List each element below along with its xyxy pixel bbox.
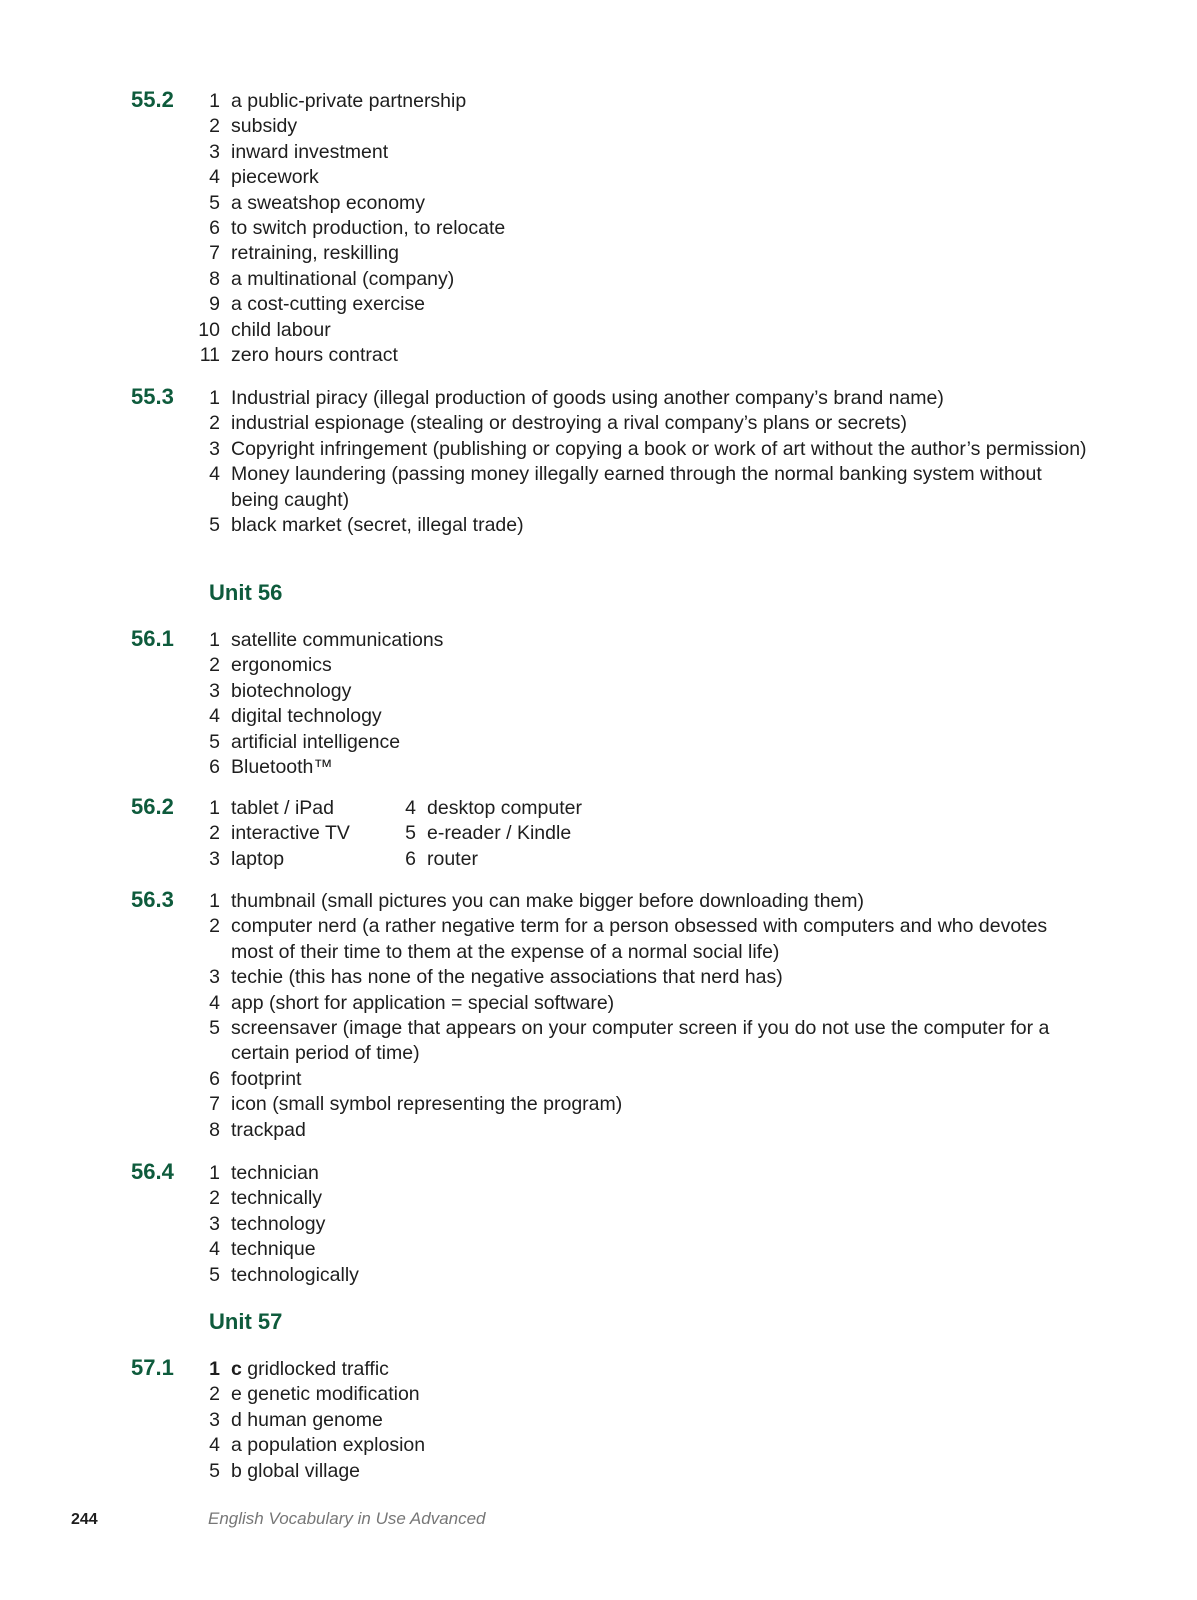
item-text: app (short for application = special software) — [231, 991, 615, 1014]
item-text: retraining, reskilling — [231, 242, 399, 265]
unit-56-heading: Unit 56 — [209, 580, 283, 605]
item-number: 3 — [209, 1408, 220, 1431]
item-number: 3 — [209, 679, 220, 702]
answer-columns — [192, 796, 584, 872]
answer-item — [192, 1459, 1092, 1484]
item-number: 8 — [209, 267, 220, 290]
item-text: human genome — [247, 1408, 383, 1431]
item-number: 4 — [209, 1238, 220, 1261]
item-text: child labour — [231, 318, 331, 341]
item-number: 2 — [209, 115, 220, 138]
unit-57-heading: Unit 57 — [209, 1309, 283, 1334]
item-number: 7 — [209, 242, 220, 265]
item-text: a cost-cutting exercise — [231, 293, 426, 316]
answer-list — [192, 1161, 1092, 1288]
item-number: 1 — [209, 387, 220, 409]
answer-item — [192, 437, 1092, 462]
answer-item — [388, 796, 584, 821]
answer-column-left — [192, 796, 388, 872]
answer-item — [192, 991, 1092, 1016]
answer-item — [192, 513, 1092, 538]
item-number: 1 — [209, 890, 220, 912]
item-text: black market (secret, illegal trade) — [231, 514, 524, 537]
item-text: Copyright infringement (publishing or copying a book or work of art without the author’s permission) — [231, 437, 1087, 460]
item-text: tablet / iPad — [231, 797, 334, 819]
item-text: biotechnology — [231, 679, 352, 702]
item-number: 5 — [209, 514, 220, 537]
answer-item — [192, 679, 1092, 704]
item-text: genetic modification — [247, 1383, 420, 1406]
answer-item — [192, 386, 1092, 411]
item-number: 1 — [209, 1162, 220, 1184]
answer-item — [192, 140, 1092, 165]
item-number: 5 — [209, 1459, 220, 1482]
item-letter: a — [231, 1434, 242, 1457]
item-number: 5 — [209, 191, 220, 214]
item-text: satellite communications — [231, 629, 444, 651]
item-number: 4 — [209, 1434, 220, 1457]
answer-item — [388, 821, 584, 846]
item-number: 4 — [209, 166, 220, 189]
answer-item — [192, 114, 1092, 139]
answer-item — [192, 1263, 1092, 1288]
answer-item — [192, 292, 1092, 317]
item-text: laptop — [231, 847, 285, 870]
page-number: 244 — [71, 1511, 98, 1528]
item-number: 4 — [209, 463, 220, 486]
item-number: 3 — [209, 966, 220, 989]
answer-item — [192, 821, 388, 846]
answer-item — [192, 847, 388, 872]
answer-list — [192, 1357, 1092, 1484]
answer-item — [192, 1408, 1092, 1433]
exercise-number: 57.1 — [131, 1355, 174, 1380]
item-number: 2 — [209, 915, 220, 938]
answer-item — [192, 1382, 1092, 1407]
answer-item — [192, 1067, 1092, 1092]
item-number: 11 — [199, 344, 220, 367]
item-text: techie (this has none of the negative associations that nerd has) — [231, 966, 783, 989]
item-number: 1 — [209, 797, 220, 819]
item-text: Industrial piracy (illegal production of goods using another company’s brand name) — [231, 387, 944, 409]
book-title: English Vocabulary in Use Advanced — [208, 1509, 486, 1528]
item-text: to switch production, to relocate — [231, 217, 506, 240]
item-number: 7 — [209, 1093, 220, 1116]
item-number: 2 — [209, 654, 220, 677]
item-letter: c — [231, 1358, 242, 1380]
item-text: technologically — [231, 1263, 359, 1286]
exercise-number: 56.1 — [131, 626, 174, 651]
answer-item — [192, 89, 1092, 114]
item-number: 3 — [209, 1212, 220, 1235]
answer-item — [192, 241, 1092, 266]
item-number: 2 — [209, 1187, 220, 1210]
item-number: 5 — [209, 1263, 220, 1286]
item-text: icon (small symbol representing the program) — [231, 1093, 623, 1116]
item-number: 6 — [209, 217, 220, 240]
item-text: population explosion — [247, 1434, 426, 1457]
item-text: technology — [231, 1212, 326, 1235]
answer-item — [192, 1237, 1092, 1262]
item-letter: d — [231, 1408, 242, 1431]
exercise-number: 56.2 — [131, 794, 174, 819]
item-text: e-reader / Kindle — [427, 822, 572, 845]
answer-item — [192, 165, 1092, 190]
answer-item — [192, 318, 1092, 343]
item-text: thumbnail (small pictures you can make bigger before downloading them) — [231, 890, 864, 912]
item-number: 3 — [209, 847, 220, 870]
item-text: technician — [231, 1162, 319, 1184]
answer-item — [192, 216, 1092, 241]
item-text: technically — [231, 1187, 323, 1210]
item-number: 1 — [209, 90, 220, 112]
exercise-number: 56.4 — [131, 1159, 174, 1184]
item-text: a public-private partnership — [231, 90, 467, 112]
answer-item — [192, 343, 1092, 368]
item-number: 5 — [209, 1017, 220, 1040]
item-text: global village — [247, 1459, 361, 1482]
item-text: Bluetooth™ — [231, 756, 333, 779]
item-number: 4 — [405, 797, 416, 819]
item-text: subsidy — [231, 115, 298, 138]
item-number: 3 — [209, 140, 220, 163]
item-text: footprint — [231, 1067, 302, 1090]
item-text: technique — [231, 1238, 316, 1261]
exercise-number: 55.2 — [131, 87, 174, 112]
item-text: zero hours contract — [231, 344, 398, 367]
item-number: 5 — [209, 730, 220, 753]
item-number: 8 — [209, 1118, 220, 1141]
answer-item — [192, 1186, 1092, 1211]
item-number: 6 — [405, 847, 416, 870]
item-number: 10 — [198, 318, 220, 341]
answer-item — [192, 755, 1092, 780]
answer-list — [192, 89, 1092, 368]
answer-list — [192, 889, 1092, 1143]
item-number: 1 — [209, 629, 220, 651]
item-text: piecework — [231, 166, 319, 189]
answer-item — [192, 796, 388, 821]
answer-item — [192, 730, 1092, 755]
answer-item — [192, 628, 1092, 653]
item-text: computer nerd (a rather negative term for a person obsessed with computers and who devotes most of their time to them at the expense of a normal social life) — [231, 915, 1048, 963]
item-number: 6 — [209, 756, 220, 779]
item-text: a multinational (company) — [231, 267, 455, 290]
answer-item — [192, 1161, 1092, 1186]
answer-item — [192, 191, 1092, 216]
item-text: trackpad — [231, 1118, 306, 1141]
item-text: industrial espionage (stealing or destroying a rival company’s plans or secrets) — [231, 412, 907, 435]
answer-item — [192, 965, 1092, 990]
item-number: 6 — [209, 1067, 220, 1090]
answer-item — [192, 267, 1092, 292]
answer-item — [192, 1118, 1092, 1143]
item-text: ergonomics — [231, 654, 332, 677]
answer-list — [192, 628, 1092, 780]
answer-item — [192, 462, 1092, 513]
item-number: 1 — [209, 1358, 220, 1380]
answer-item — [192, 411, 1092, 436]
answer-item — [192, 1092, 1092, 1117]
item-letter: e — [231, 1383, 242, 1406]
item-number: 3 — [209, 437, 220, 460]
answer-item — [192, 704, 1092, 729]
item-text: Money laundering (passing money illegally earned through the normal banking system without being caught) — [231, 463, 1042, 511]
item-text: router — [427, 847, 478, 870]
answer-item — [192, 889, 1092, 914]
answer-column-right — [388, 796, 584, 872]
item-number: 4 — [209, 705, 220, 728]
item-text: gridlocked traffic — [247, 1358, 389, 1380]
answer-item — [192, 914, 1092, 965]
item-text: desktop computer — [427, 797, 583, 819]
item-text: screensaver (image that appears on your computer screen if you do not use the computer for a certain period of time) — [231, 1017, 1050, 1065]
answer-item — [192, 1016, 1092, 1067]
answer-list — [192, 386, 1092, 538]
item-number: 2 — [209, 1383, 220, 1406]
item-text: interactive TV — [231, 822, 350, 845]
item-text: digital technology — [231, 705, 382, 728]
answer-item — [388, 847, 584, 872]
exercise-number: 56.3 — [131, 887, 174, 912]
item-number: 4 — [209, 991, 220, 1014]
answer-item — [192, 1433, 1092, 1458]
item-text: inward investment — [231, 140, 389, 163]
exercise-number: 55.3 — [131, 384, 174, 409]
answer-item — [192, 653, 1092, 678]
item-number: 9 — [209, 293, 220, 316]
answer-item — [192, 1212, 1092, 1237]
answer-item — [192, 1357, 1092, 1382]
item-text: artificial intelligence — [231, 730, 401, 753]
item-letter: b — [231, 1459, 242, 1482]
item-text: a sweatshop economy — [231, 191, 426, 214]
item-number: 2 — [209, 412, 220, 435]
item-number: 5 — [405, 822, 416, 845]
item-number: 2 — [209, 822, 220, 845]
